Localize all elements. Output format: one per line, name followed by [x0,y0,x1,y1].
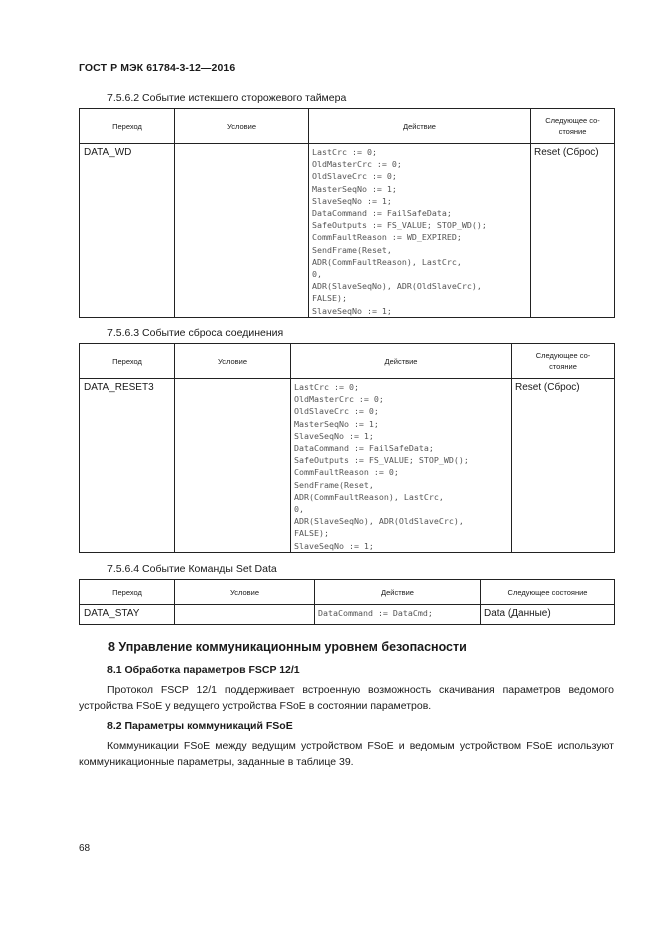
section-8-1-paragraph [79,683,614,714]
action-cell: LastCrc := 0; OldMasterCrc := 0; OldSlaveCrc := 0; MasterSeqNo := 1; SlaveSeqNo := 1; DataCommand := FailSafeData; SafeOutputs := FS_VALUE; STOP_WD(); CommFaultReason := WD_EXPIRED; SendFrame(Reset, ADR(CommFaultReason), LastCrc, 0, ADR(SlaveSeqNo), ADR(OldSlaveCrc), FALSE); SlaveSeqNo := 1; [309,144,531,318]
column-header-condition: Условие [175,109,309,144]
chapter-8-title: 8 Управление коммуникационным уровнем безопасности [108,640,467,654]
next-state-cell: Reset (Сброс) [531,144,615,318]
condition-cell [175,605,315,625]
column-header-transition: Переход [80,344,175,379]
transition-cell: DATA_WD [80,144,175,318]
next-state-cell: Reset (Сброс) [512,379,615,553]
column-header-transition: Переход [80,109,175,144]
table-connection-reset [79,343,615,553]
condition-cell [175,144,309,318]
column-header-action: Действие [315,580,481,605]
section-caption-7-5-6-3: 7.5.6.3 Событие сброса соединения [107,327,284,339]
column-header-transition: Переход [80,580,175,605]
section-caption-7-5-6-4: 7.5.6.4 Событие Команды Set Data [107,563,277,575]
table-row [80,379,615,553]
page-number: 68 [79,843,91,854]
column-header-next-state: Следующее со- стояние [512,344,615,379]
next-state-cell: Data (Данные) [481,605,615,625]
section-8-2-text: Коммуникации FSoE между ведущим устройством FSoE и ведомым устройством FSoE используют коммуникационные параметры, заданные в таблице 39. [79,740,614,768]
action-cell: LastCrc := 0; OldMasterCrc := 0; OldSlaveCrc := 0; MasterSeqNo := 1; SlaveSeqNo := 1; DataCommand := FailSafeData; SafeOutputs := FS_VALUE; STOP_WD(); CommFaultReason := 0; SendFrame(Reset, ADR(CommFaultReason), LastCrc, 0, ADR(SlaveSeqNo), ADR(OldSlaveCrc), FALSE); SlaveSeqNo := 1; [291,379,512,553]
table-row [80,144,615,318]
column-header-condition: Условие [175,344,291,379]
column-header-action: Действие [309,109,531,144]
section-8-1-title: 8.1 Обработка параметров FSCP 12/1 [107,664,300,676]
document-header: ГОСТ Р МЭК 61784-3-12—2016 [79,62,236,74]
transition-cell: DATA_RESET3 [80,379,175,553]
section-caption-7-5-6-2: 7.5.6.2 Событие истекшего сторожевого таймера [107,92,347,104]
table-row [80,605,615,625]
action-cell: DataCommand := DataCmd; [315,605,481,625]
section-8-2-title: 8.2 Параметры коммуникаций FSoE [107,720,293,732]
section-8-2-paragraph [79,739,614,770]
column-header-next-state: Следующее состояние [481,580,615,605]
transition-cell: DATA_STAY [80,605,175,625]
condition-cell [175,379,291,553]
table-set-data-command [79,579,615,625]
table-watchdog-expired [79,108,615,318]
section-8-1-text: Протокол FSCP 12/1 поддерживает встроенную возможность скачивания параметров ведомого устройства FSoE у ведущего устройства FSoE в состоянии параметров. [79,684,614,712]
column-header-next-state: Следующее со- стояние [531,109,615,144]
column-header-action: Действие [291,344,512,379]
column-header-condition: Условие [175,580,315,605]
